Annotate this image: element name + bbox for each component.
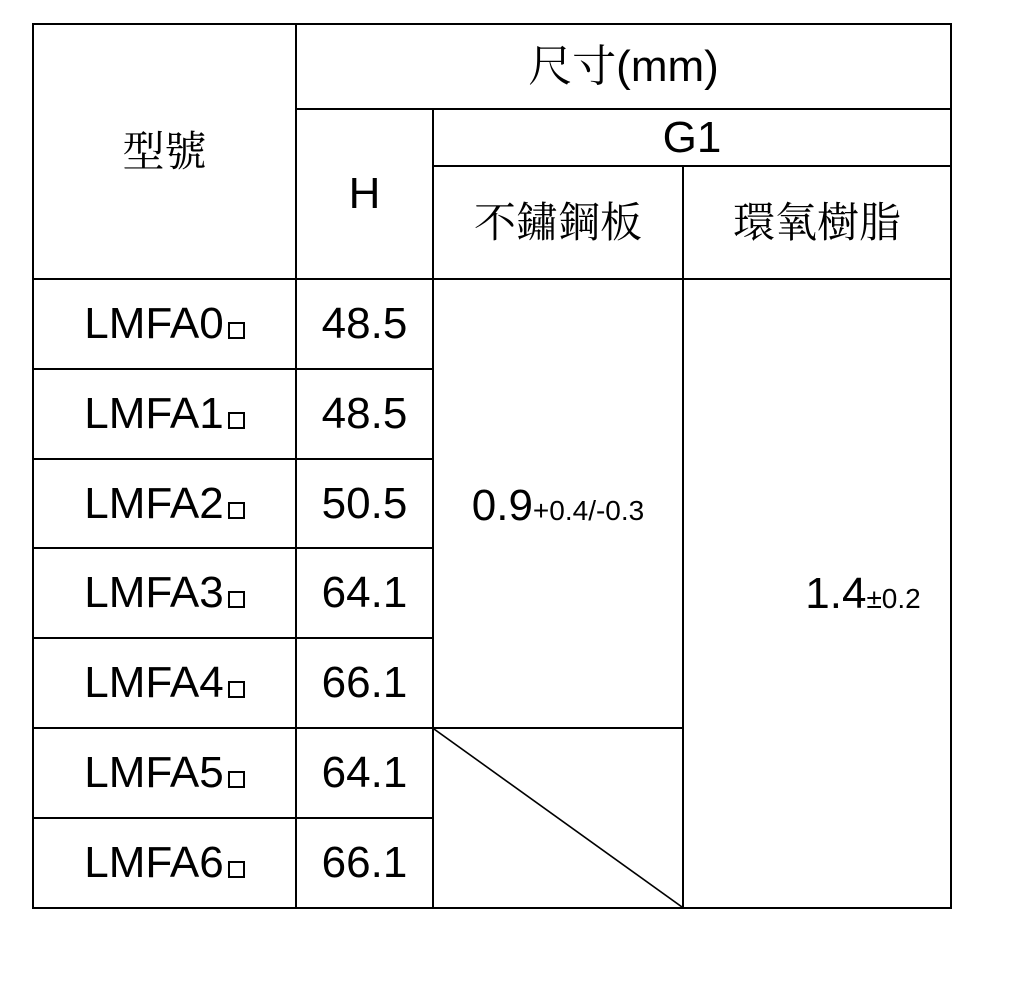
epoxy-tolerance: ±0.2	[866, 582, 921, 614]
h-cell: 50.5	[296, 459, 433, 548]
spec-table	[32, 23, 952, 909]
h-cell: 66.1	[296, 818, 433, 908]
placeholder-box	[228, 681, 245, 698]
placeholder-box	[228, 591, 245, 608]
diagonal-slash	[434, 729, 682, 907]
model-cell	[33, 459, 296, 548]
h-cell: 66.1	[296, 638, 433, 728]
model-text: LMFA4	[84, 658, 224, 707]
stainless-value-cell	[433, 279, 683, 728]
epoxy-header: 環氧樹脂	[683, 166, 951, 279]
h-cell: 48.5	[296, 369, 433, 459]
dimension-header: 尺寸(mm)	[296, 24, 951, 109]
model-cell	[33, 638, 296, 728]
model-text: LMFA1	[84, 389, 224, 438]
stainless-main-value: 0.9	[471, 480, 533, 530]
model-header: 型號	[33, 24, 296, 279]
model-text: LMFA5	[84, 748, 224, 797]
stainless-tolerance: +0.4/-0.3	[532, 494, 645, 526]
placeholder-box	[228, 861, 245, 878]
h-cell: 64.1	[296, 548, 433, 638]
stainless-header: 不鏽鋼板	[433, 166, 683, 279]
model-text: LMFA3	[84, 568, 224, 617]
placeholder-box	[228, 412, 245, 429]
model-cell	[33, 818, 296, 908]
model-text: LMFA2	[84, 478, 224, 528]
placeholder-box	[228, 322, 245, 339]
model-cell	[33, 728, 296, 818]
h-cell: 48.5	[296, 279, 433, 369]
model-cell	[33, 279, 296, 369]
placeholder-box	[228, 771, 245, 788]
g1-header: G1	[433, 109, 951, 166]
placeholder-box	[228, 502, 245, 519]
epoxy-main-value: 1.4	[805, 568, 867, 618]
model-cell	[33, 548, 296, 638]
model-cell	[33, 369, 296, 459]
epoxy-value-cell	[683, 279, 951, 908]
h-cell: 64.1	[296, 728, 433, 818]
model-text: LMFA0	[84, 299, 224, 348]
not-applicable-cell	[433, 728, 683, 908]
h-header: H	[296, 109, 433, 279]
model-text: LMFA6	[84, 838, 224, 887]
